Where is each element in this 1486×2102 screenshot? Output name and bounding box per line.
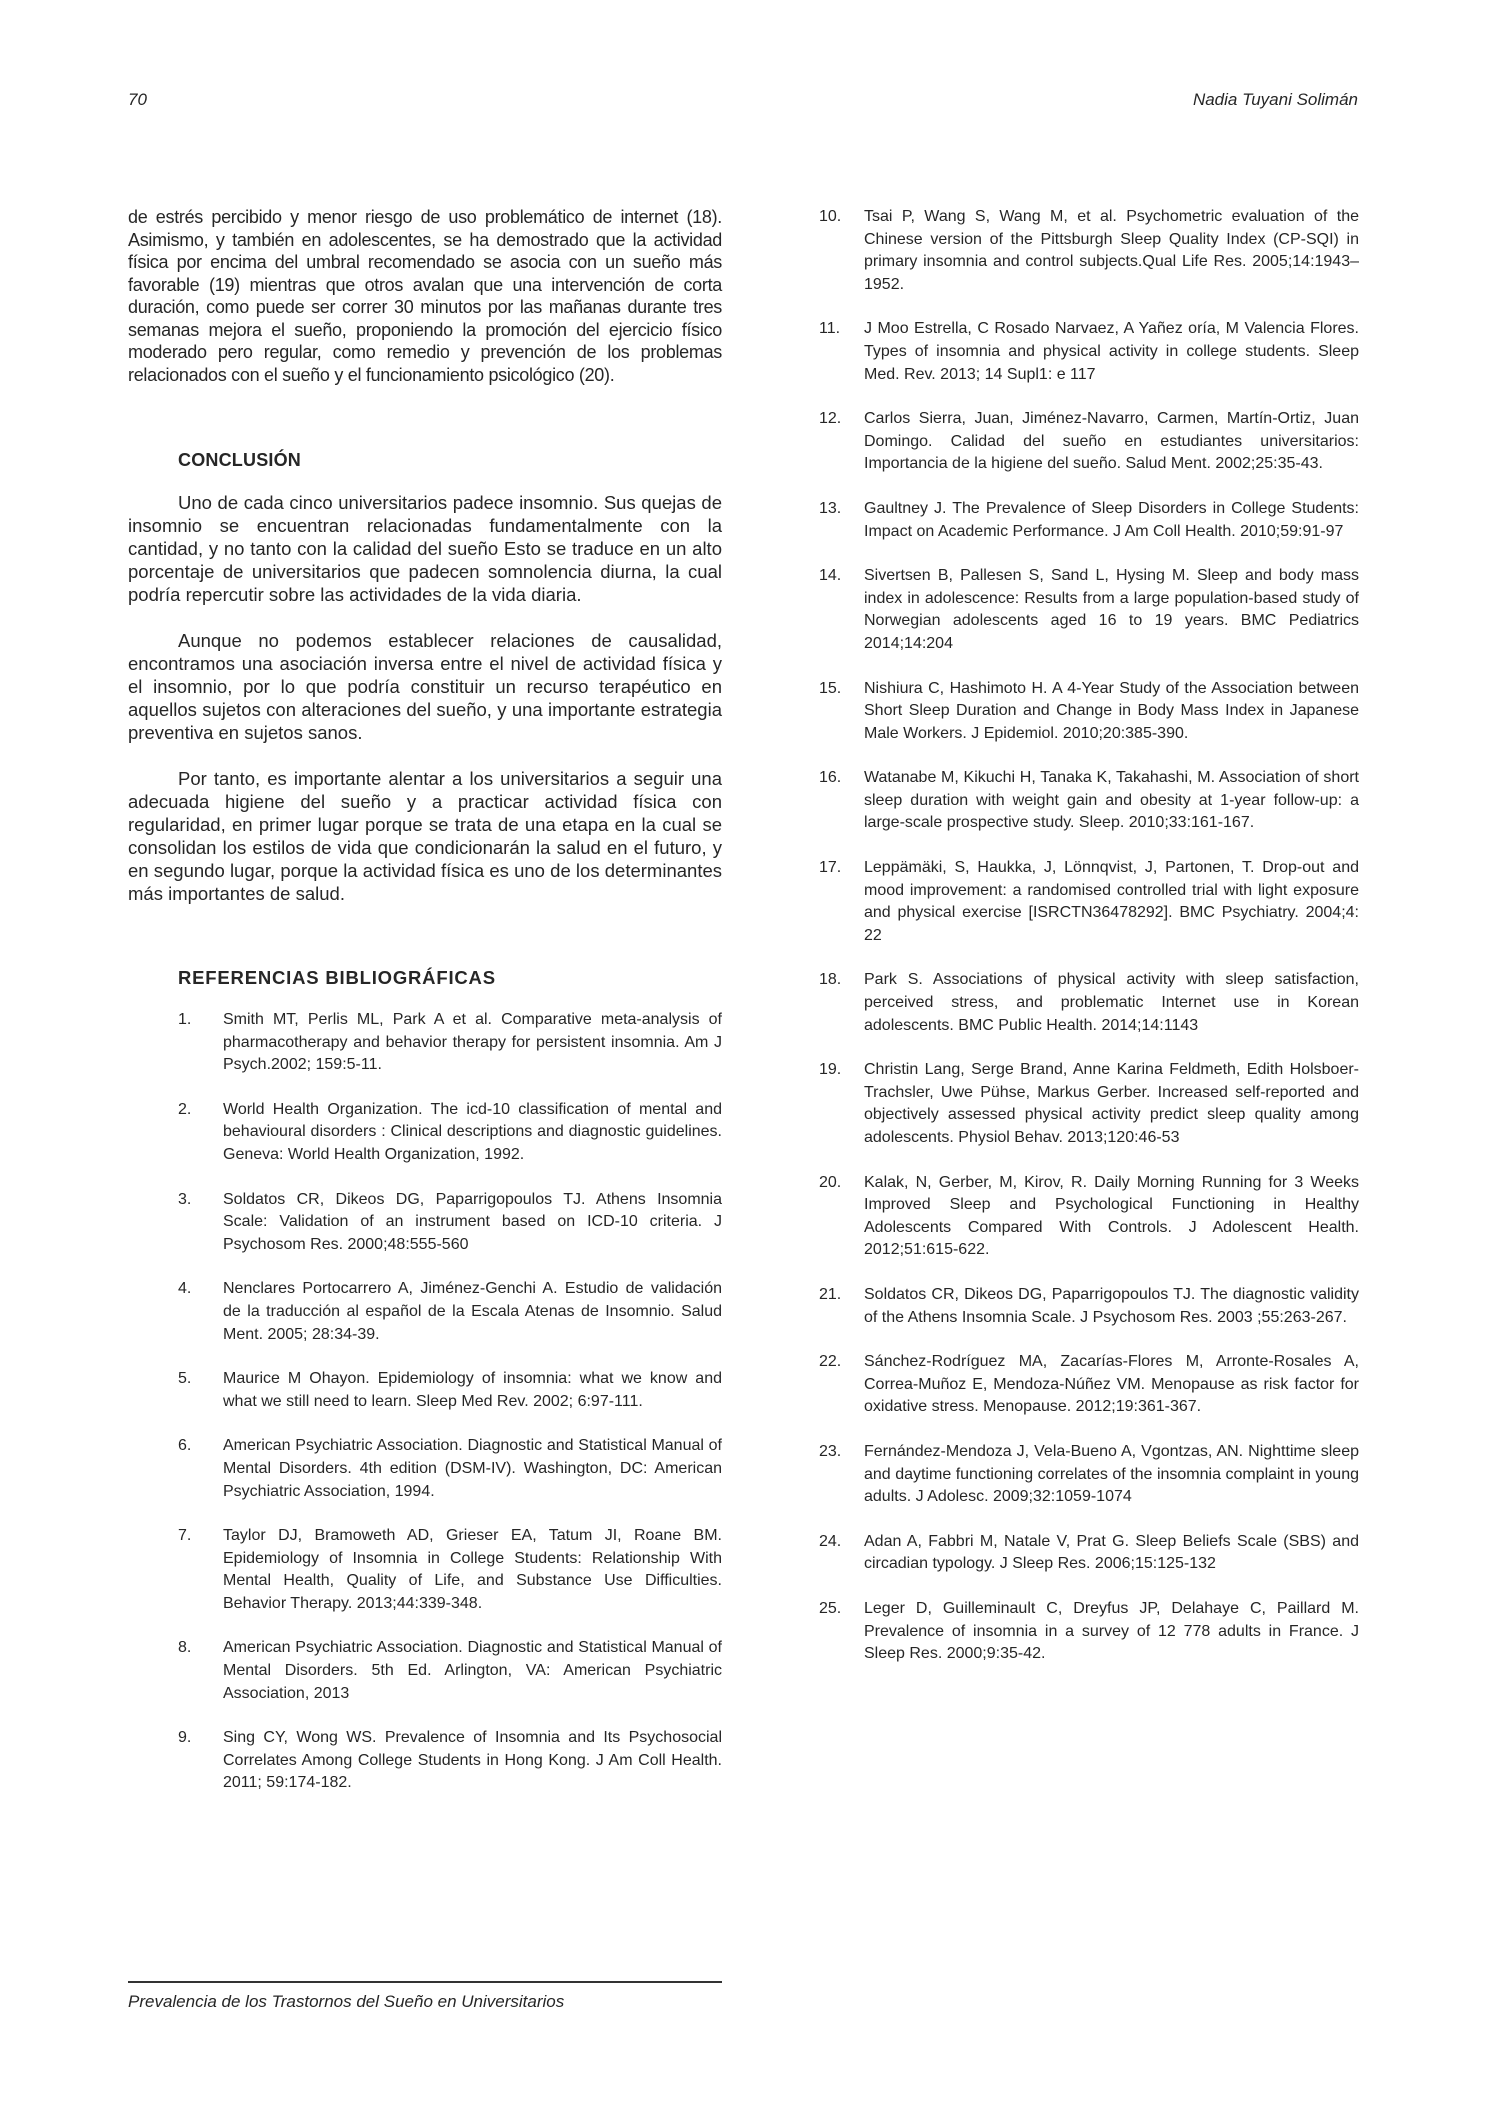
- reference-number: 17.: [819, 859, 842, 877]
- running-header-author: Nadia Tuyani Solimán: [1192, 90, 1358, 109]
- reference-number: 16.: [819, 769, 842, 787]
- reference-text: Nenclares Portocarrero A, Jiménez-Genchi A. Estudio de validación de la traducción al español de la Escala Atenas de Insomnio. Salud Ment. 2005; 28:34-39.: [223, 1280, 722, 1343]
- reference-text: Sing CY, Wong WS. Prevalence of Insomnia and Its Psychosocial Correlates Among College Students in Hong Kong. J Am Coll Health. 2011; 59:174-182.: [223, 1729, 722, 1792]
- reference-item: [819, 857, 1359, 947]
- reference-item: [819, 498, 1359, 543]
- reference-item: [178, 1009, 722, 1077]
- reference-text: Leger D, Guilleminault C, Dreyfus JP, Delahaye C, Paillard M. Prevalence of insomnia in a survey of 12 778 adults in France. J Sleep Res. 2000;9:35-42.: [864, 1599, 1359, 1663]
- reference-item: [178, 1525, 722, 1615]
- reference-text: Carlos Sierra, Juan, Jiménez-Navarro, Carmen, Martín-Ortiz, Juan Domingo. Calidad del sueño en estudiantes universitarios: Importancia de la higiene del sueño. Salud Ment. 2002;25:35-43.: [864, 410, 1359, 473]
- conclusion-paragraph: Uno de cada cinco universitarios padece insomnio. Sus quejas de insomnio se encuentran relacionadas fundamentalmente con la cantidad, y no tanto con la calidad del sueño Esto se traduce en un alto porcentaje de universitarios que padecen somnolencia diurna, la cual podría repercutir sobre las actividades de la vida diaria.: [128, 492, 722, 605]
- intro-paragraph: de estrés percibido y menor riesgo de uso problemático de internet (18). Asimismo, y también en adolescentes, se ha demostrado que la actividad física por encima del umbral recomendado se asocia con un sueño más favorable (19) mientras que otros avalan que una intervención de corta duración, como puede ser correr 30 minutos por las mañanas durante tres semanas mejora el sueño, proponiendo la promoción del ejercicio físico moderado pero regular, como remedio y prevención de los problemas relacionados con el sueño y el funcionamiento psicológico (20).: [128, 207, 722, 385]
- reference-item: [819, 1172, 1359, 1262]
- reference-number: 3.: [178, 1190, 192, 1208]
- reference-number: 13.: [819, 499, 842, 517]
- references-heading: REFERENCIAS BIBLIOGRÁFICAS: [178, 967, 496, 988]
- reference-number: 22.: [819, 1353, 842, 1371]
- reference-number: 10.: [819, 208, 842, 225]
- reference-item: [178, 1278, 722, 1346]
- reference-text: World Health Organization. The icd-10 classification of mental and behavioural disorders : Clinical descriptions and diagnostic guidelines. Geneva: World Health Organization, 1992.: [223, 1100, 722, 1163]
- conclusion-paragraph: Aunque no podemos establecer relaciones de causalidad, encontramos una asociación inversa entre el nivel de actividad física y el insomnio, por lo que podría constituir un recurso terapéutico en aquellos sujetos con alteraciones del sueño, y una importante estrategia preventiva en sujetos sanos.: [128, 630, 722, 743]
- reference-text: Sivertsen B, Pallesen S, Sand L, Hysing M. Sleep and body mass index in adolescence: Results from a large population-based study of Norwegian adolescents aged 16 to 19 years. BMC Pediatrics 2014;14:204: [864, 567, 1359, 652]
- footer-divider: [128, 1981, 722, 1983]
- reference-item: [819, 1598, 1359, 1666]
- right-column: [819, 206, 1359, 1688]
- reference-text: Park S. Associations of physical activity with sleep satisfaction, perceived stress, and problematic Internet use in Korean adolescents. BMC Public Health. 2014;14:1143: [864, 971, 1359, 1034]
- reference-list-left: [128, 1009, 722, 1795]
- reference-number: 8.: [178, 1639, 192, 1657]
- reference-item: [178, 1368, 722, 1413]
- reference-number: 6.: [178, 1437, 192, 1455]
- reference-text: American Psychiatric Association. Diagnostic and Statistical Manual of Mental Disorders. 4th edition (DSM-IV). Washington, DC: American Psychiatric Association, 1994.: [223, 1437, 722, 1500]
- reference-item: [178, 1099, 722, 1167]
- reference-number: 14.: [819, 567, 842, 585]
- reference-text: Tsai P, Wang S, Wang M, et al. Psychometric evaluation of the Chinese version of the Pittsburgh Sleep Quality Index (CP-SQI) in primary insomnia and control subjects.Qual Life Res. 2005;14:1943–1952.: [864, 208, 1359, 293]
- reference-item: [819, 408, 1359, 476]
- reference-text: Sánchez-Rodríguez MA, Zacarías-Flores M, Arronte-Rosales A, Correa-Muñoz E, Mendoza-Núñez VM. Menopause as risk factor for oxidative stress. Menopause. 2012;19:361-367.: [864, 1353, 1359, 1416]
- reference-number: 9.: [178, 1729, 192, 1747]
- reference-item: [819, 565, 1359, 655]
- reference-number: 25.: [819, 1599, 842, 1617]
- reference-text: Nishiura C, Hashimoto H. A 4-Year Study of the Association between Short Sleep Duration and Change in Body Mass Index in Japanese Male Workers. J Epidemiol. 2010;20:385-390.: [864, 679, 1359, 742]
- reference-item: [819, 1351, 1359, 1419]
- conclusion-heading: CONCLUSIÓN: [178, 450, 301, 470]
- reference-text: Kalak, N, Gerber, M, Kirov, R. Daily Morning Running for 3 Weeks Improved Sleep and Psychological Functioning in Healthy Adolescents Compared With Controls. J Adolescent Health. 2012;51:615-622.: [864, 1173, 1359, 1259]
- reference-item: [819, 1284, 1359, 1329]
- reference-number: 11.: [819, 320, 841, 338]
- reference-text: Adan A, Fabbri M, Natale V, Prat G. Sleep Beliefs Scale (SBS) and circadian typology. J Sleep Res. 2006;15:125-132: [864, 1532, 1359, 1573]
- reference-number: 12.: [819, 410, 842, 428]
- reference-number: 15.: [819, 679, 842, 697]
- reference-item: [819, 1531, 1359, 1576]
- reference-number: 20.: [819, 1173, 842, 1191]
- reference-text: Soldatos CR, Dikeos DG, Paparrigopoulos TJ. The diagnostic validity of the Athens Insomnia Scale. J Psychosom Res. 2003 ;55:263-267.: [864, 1285, 1359, 1326]
- reference-text: Maurice M Ohayon. Epidemiology of insomnia: what we know and what we still need to learn. Sleep Med Rev. 2002; 6:97-111.: [223, 1370, 722, 1410]
- reference-item: [819, 678, 1359, 746]
- reference-number: 2.: [178, 1100, 192, 1118]
- reference-text: Leppämäki, S, Haukka, J, Lönnqvist, J, Partonen, T. Drop-out and mood improvement: a randomised controlled trial with light exposure and physical exercise [ISRCTN36478292]. BMC Psychiatry. 2004;4: 22: [864, 859, 1359, 944]
- reference-item: [819, 969, 1359, 1037]
- reference-number: 1.: [178, 1011, 192, 1028]
- reference-item: [819, 767, 1359, 835]
- reference-item: [178, 1435, 722, 1503]
- reference-number: 4.: [178, 1280, 192, 1298]
- reference-text: J Moo Estrella, C Rosado Narvaez, A Yañez oría, M Valencia Flores. Types of insomnia and physical activity in college students. Sleep Med. Rev. 2013; 14 Supl1: e 117: [864, 320, 1359, 383]
- reference-number: 7.: [178, 1527, 192, 1545]
- reference-number: 24.: [819, 1532, 842, 1550]
- reference-item: [178, 1189, 722, 1257]
- reference-number: 5.: [178, 1370, 192, 1388]
- reference-item: [819, 318, 1359, 386]
- reference-number: 23.: [819, 1442, 842, 1460]
- reference-text: Fernández-Mendoza J, Vela-Bueno A, Vgontzas, AN. Nighttime sleep and daytime functioning correlates of the insomnia complaint in young adults. J Adolesc. 2009;32:1059-1074: [864, 1442, 1359, 1506]
- reference-number: 18.: [819, 971, 842, 989]
- reference-item: [178, 1637, 722, 1705]
- page-number: 70: [128, 90, 147, 109]
- reference-number: 19.: [819, 1061, 842, 1079]
- running-footer-title: Prevalencia de los Trastornos del Sueño en Universitarios: [128, 1992, 565, 2011]
- reference-text: American Psychiatric Association. Diagnostic and Statistical Manual of Mental Disorders. 5th Ed. Arlington, VA: American Psychiatric Association, 2013: [223, 1639, 722, 1702]
- reference-text: Soldatos CR, Dikeos DG, Paparrigopoulos TJ. Athens Insomnia Scale: Validation of an instrument based on ICD-10 criteria. J Psychosom Res. 2000;48:555-560: [223, 1190, 722, 1253]
- reference-item: [819, 1441, 1359, 1509]
- reference-number: 21.: [819, 1285, 842, 1303]
- left-column: [128, 206, 722, 1817]
- reference-text: Christin Lang, Serge Brand, Anne Karina Feldmeth, Edith Holsboer-Trachsler, Uwe Pühse, Markus Gerber. Increased self-reported and objectively assessed physical activity predict sleep quality among adolescents. Physiol Behav. 2013;120:46-53: [864, 1061, 1359, 1146]
- conclusion-paragraph: Por tanto, es importante alentar a los universitarios a seguir una adecuada higiene del sueño y a practicar actividad física con regularidad, en primer lugar porque se trata de una etapa en la cual se consolidan los estilos de vida que condicionarán la salud en el futuro, y en segundo lugar, porque la actividad física es uno de los determinantes más importantes de salud.: [128, 768, 722, 904]
- reference-text: Smith MT, Perlis ML, Park A et al. Comparative meta-analysis of pharmacotherapy and behavior therapy for persistent insomnia. Am J Psych.2002; 159:5-11.: [223, 1011, 722, 1074]
- reference-text: Watanabe M, Kikuchi H, Tanaka K, Takahashi, M. Association of short sleep duration with weight gain and obesity at 1-year follow-up: a large-scale prospective study. Sleep. 2010;33:161-167.: [864, 769, 1359, 832]
- reference-list-right: [819, 206, 1359, 1666]
- reference-item: [819, 1059, 1359, 1149]
- reference-text: Taylor DJ, Bramoweth AD, Grieser EA, Tatum JI, Roane BM. Epidemiology of Insomnia in College Students: Relationship With Mental Health, Quality of Life, and Substance Use Difficulties. Behavior Therapy. 2013;44:339-348.: [223, 1527, 722, 1612]
- reference-item: [178, 1727, 722, 1795]
- reference-text: Gaultney J. The Prevalence of Sleep Disorders in College Students: Impact on Academic Performance. J Am Coll Health. 2010;59:91-97: [864, 499, 1359, 540]
- reference-item: [819, 206, 1359, 296]
